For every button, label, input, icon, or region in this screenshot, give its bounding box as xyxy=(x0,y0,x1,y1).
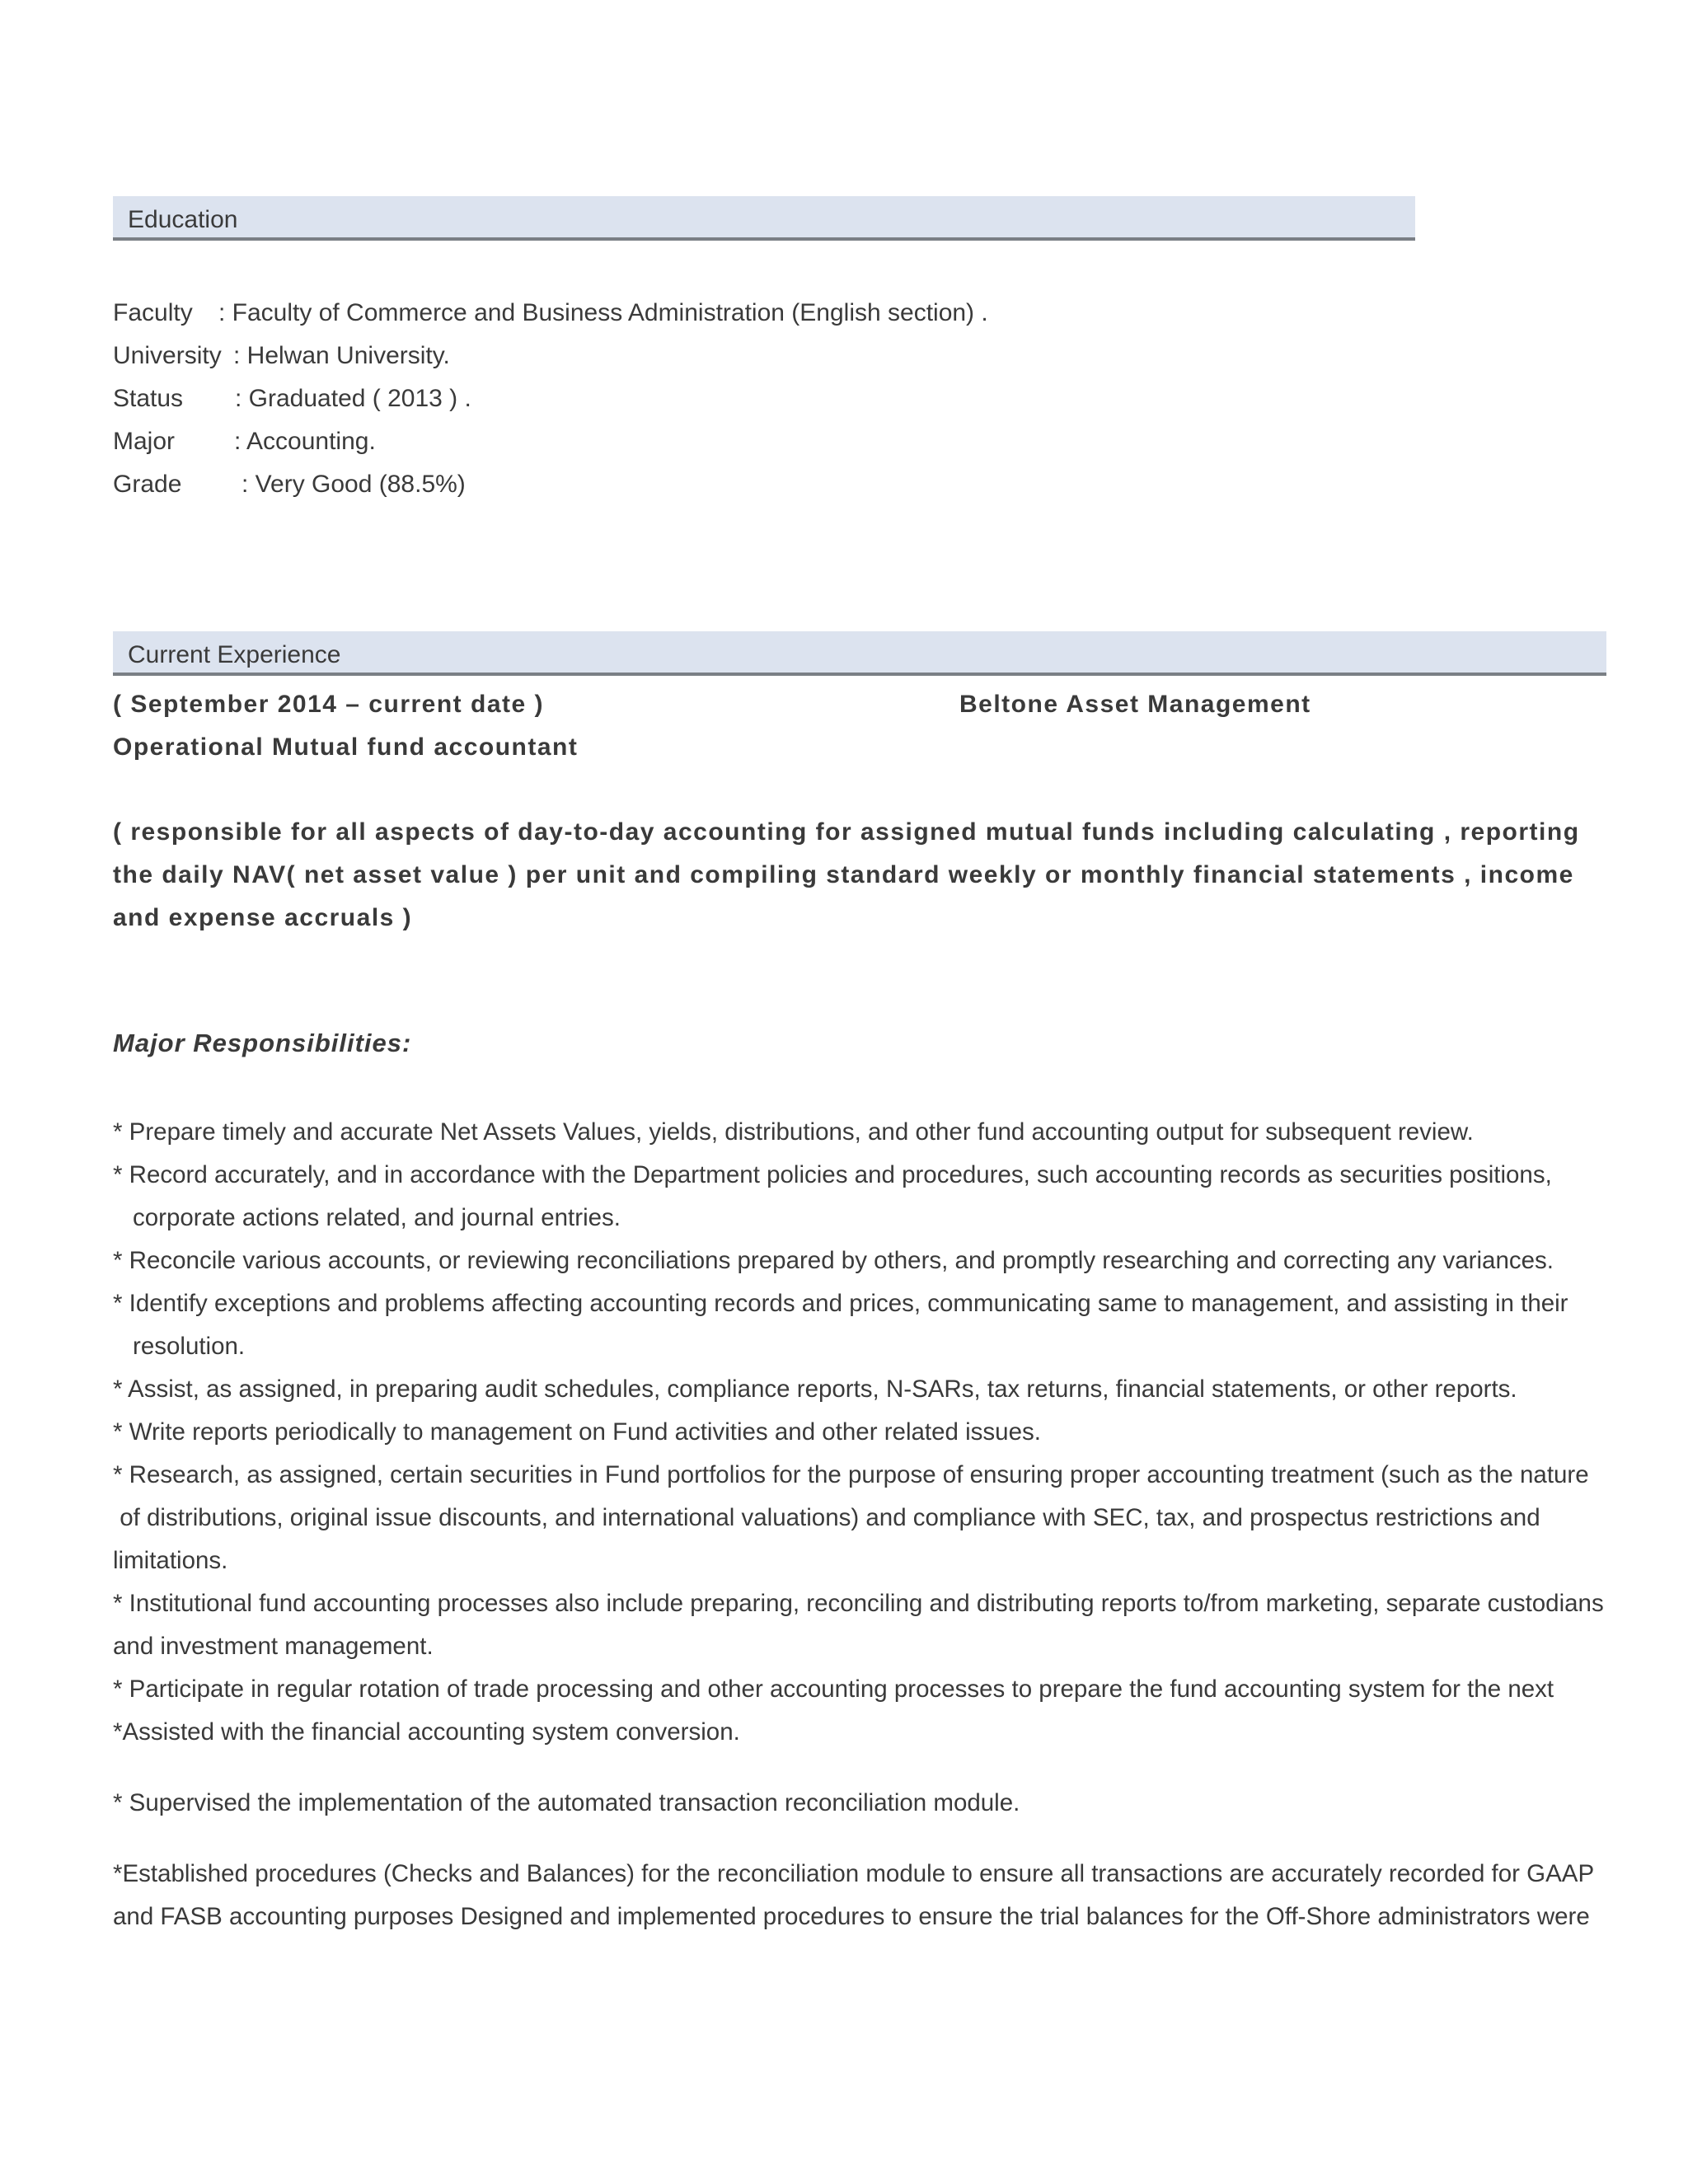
responsibility-line: * Supervised the implementation of the automated transaction reconciliation module. xyxy=(113,1789,1020,1816)
education-section-header xyxy=(113,196,1415,241)
company-name: Beltone Asset Management xyxy=(959,691,1311,718)
university-value: : Helwan University. xyxy=(233,342,450,369)
status-label: Status xyxy=(113,385,184,412)
responsibility-line: * Research, as assigned, certain securities in Fund portfolios for the purpose of ensuring proper accounting treatment (such as the nature xyxy=(113,1461,1589,1488)
status-value: : Graduated ( 2013 ) . xyxy=(235,385,471,412)
responsibility-line: * Identify exceptions and problems affecting accounting records and prices, communicating same to management, and assisting in their xyxy=(113,1290,1568,1317)
experience-heading: Current Experience xyxy=(128,641,341,668)
responsibility-line: * Assist, as assigned, in preparing audit schedules, compliance reports, N-SARs, tax returns, financial statements, or other reports. xyxy=(113,1376,1517,1403)
job-title: Operational Mutual fund accountant xyxy=(113,733,579,761)
responsibility-line: * Record accurately, and in accordance with the Department policies and procedures, such accounting records as securities positions, xyxy=(113,1161,1552,1188)
employment-period: ( September 2014 – current date ) xyxy=(113,691,545,718)
responsibility-line: of distributions, original issue discounts, and international valuations) and compliance with SEC, tax, and prospectus restrictions and xyxy=(113,1504,1540,1531)
grade-label: Grade xyxy=(113,471,182,498)
responsibility-line: * Institutional fund accounting processes also include preparing, reconciling and distributing reports to/from marketing, separate custodians xyxy=(113,1590,1604,1617)
experience-section-header xyxy=(113,631,1606,676)
responsibility-line: * Prepare timely and accurate Net Assets Values, yields, distributions, and other fund accounting output for subsequent review. xyxy=(113,1118,1474,1146)
role-summary: ( responsible for all aspects of day-to-day accounting for assigned mutual funds including calculating , reporting the daily NAV( net asset value ) per unit and compiling standard weekly or monthly financial statements , income and expense accruals ) xyxy=(113,818,1580,931)
grade-value: : Very Good (88.5%) xyxy=(241,471,466,498)
responsibility-line: * Participate in regular rotation of trade processing and other accounting processes to prepare the fund accounting system for the next xyxy=(113,1675,1554,1703)
faculty-label: Faculty xyxy=(113,299,193,326)
responsibilities-title: Major Responsibilities: xyxy=(113,1029,412,1057)
university-label: University xyxy=(113,342,222,369)
responsibility-line: * Write reports periodically to management on Fund activities and other related issues. xyxy=(113,1418,1041,1446)
responsibility-line: corporate actions related, and journal entries. xyxy=(133,1204,621,1231)
responsibility-line: *Assisted with the financial accounting system conversion. xyxy=(113,1718,740,1746)
responsibility-line: *Established procedures (Checks and Balances) for the reconciliation module to ensure all transactions are accurately recorded for GAAP xyxy=(113,1860,1595,1887)
responsibility-line: * Reconcile various accounts, or reviewing reconciliations prepared by others, and promptly researching and correcting any variances. xyxy=(113,1247,1554,1274)
responsibility-line: limitations. xyxy=(113,1547,228,1574)
major-label: Major xyxy=(113,428,176,455)
major-value: : Accounting. xyxy=(234,428,376,455)
faculty-value: : Faculty of Commerce and Business Administration (English section) . xyxy=(218,299,988,326)
responsibility-line: resolution. xyxy=(133,1333,246,1360)
responsibility-line: and investment management. xyxy=(113,1633,434,1660)
responsibility-line: and FASB accounting purposes Designed and implemented procedures to ensure the trial balances for the Off-Shore administrators were xyxy=(113,1903,1590,1930)
education-heading: Education xyxy=(128,206,238,233)
